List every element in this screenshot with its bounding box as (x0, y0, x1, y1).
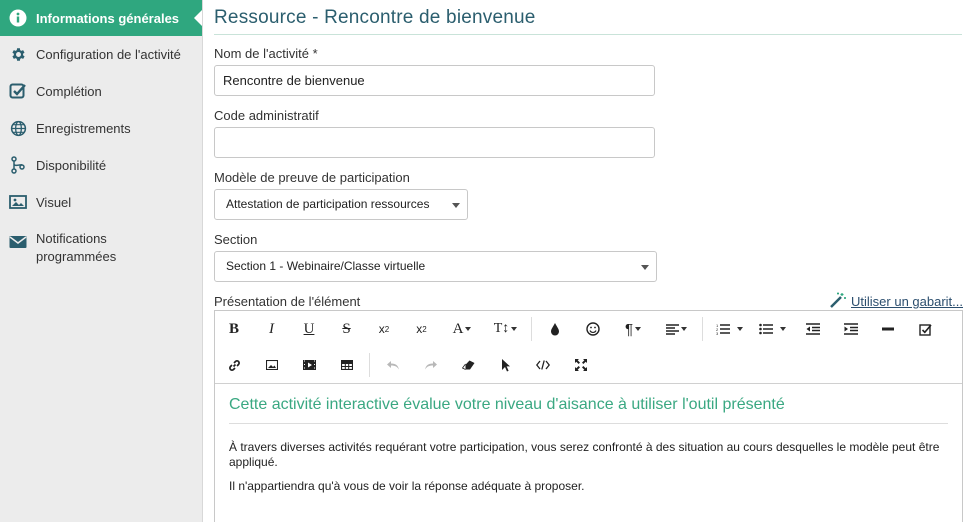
sidebar-item-label: Complétion (36, 84, 102, 99)
fullscreen-icon[interactable] (566, 351, 596, 379)
name-label: Nom de l'activité * (214, 46, 318, 61)
name-input[interactable] (214, 65, 655, 96)
model-label: Modèle de preuve de participation (214, 170, 410, 185)
horizontal-line-icon[interactable] (873, 315, 903, 343)
redo-icon[interactable] (416, 351, 446, 379)
sidebar-item-label: Visuel (36, 195, 72, 210)
sidebar-item-label: Disponibilité (36, 158, 107, 173)
code-input[interactable] (214, 127, 655, 158)
presentation-label: Présentation de l'élément (214, 294, 361, 309)
link-icon[interactable] (219, 351, 249, 379)
magic-wand-icon (829, 292, 847, 312)
underline-button[interactable]: U (303, 320, 315, 337)
font-size-dropdown[interactable]: T↕ (488, 315, 524, 343)
gear-icon (9, 45, 27, 63)
toolbar-separator (369, 353, 370, 377)
clear-formatting-icon[interactable] (453, 351, 483, 379)
main-content (214, 0, 963, 522)
sidebar-item-label: Configuration de l'activité (36, 47, 181, 62)
sidebar (0, 0, 203, 522)
checkbox-icon (9, 82, 27, 100)
outdent-icon[interactable] (798, 315, 828, 343)
section-select[interactable] (214, 251, 657, 282)
bold-button[interactable]: B (228, 320, 239, 337)
align-dropdown[interactable] (659, 315, 695, 343)
toolbar-separator (531, 317, 532, 341)
sidebar-item-informations-generales[interactable] (0, 0, 202, 36)
superscript-button[interactable]: x 2 (416, 322, 427, 336)
sidebar-item-completion[interactable] (0, 73, 202, 110)
svg-text:3: 3 (715, 331, 718, 335)
svg-text:2: 2 (715, 327, 718, 332)
sidebar-item-disponibilite[interactable] (0, 147, 202, 184)
sidebar-item-enregistrements[interactable] (0, 110, 202, 147)
strikethrough-button[interactable]: S (342, 320, 351, 337)
use-template-link[interactable] (829, 293, 963, 310)
toolbar-separator (702, 317, 703, 341)
color-drop-icon[interactable] (540, 315, 570, 343)
indent-icon[interactable] (836, 315, 866, 343)
paragraph-format-dropdown[interactable]: ¶ (615, 315, 651, 343)
code-view-icon[interactable] (528, 351, 558, 379)
sidebar-item-notifications[interactable] (0, 221, 202, 277)
page-title: Ressource - Rencontre de bienvenue (214, 0, 962, 35)
font-color-dropdown[interactable]: A (444, 315, 480, 343)
content-paragraph: À travers diverses activités requérant votre participation, vous serez confronté à des situation au cours desquelles le modèle peut être appliqué. (229, 440, 940, 469)
code-label: Code administratif (214, 108, 319, 123)
undo-icon[interactable] (378, 351, 408, 379)
model-select-value: Attestation de participation ressources (226, 197, 430, 211)
info-icon (9, 9, 27, 27)
rich-text-editor (214, 310, 963, 522)
emoji-icon[interactable] (578, 315, 608, 343)
sidebar-item-visuel[interactable] (0, 184, 202, 221)
content-paragraph: Il n'appartiendra qu'à vous de voir la réponse adéquate à proposer. (229, 479, 585, 493)
sidebar-item-label: Notifications programmées (36, 231, 117, 264)
globe-icon (9, 119, 27, 137)
ordered-list-dropdown[interactable] (711, 315, 747, 343)
section-label: Section (214, 232, 258, 247)
insert-image-icon[interactable] (257, 351, 287, 379)
section-select-value: Section 1 - Webinaire/Classe virtuelle (226, 259, 426, 273)
subscript-button[interactable]: x 2 (378, 322, 390, 336)
image-icon (9, 193, 27, 211)
select-cursor-icon[interactable] (491, 351, 521, 379)
envelope-icon (9, 233, 27, 251)
chevron-down-icon (641, 265, 649, 270)
svg-text:1: 1 (715, 323, 718, 328)
insert-table-icon[interactable] (332, 351, 362, 379)
checklist-icon[interactable] (911, 315, 941, 343)
italic-button[interactable]: I (269, 320, 274, 337)
chevron-down-icon (452, 203, 460, 208)
content-heading: Cette activité interactive évalue votre niveau d'aisance à utiliser l'outil présenté (229, 396, 948, 424)
insert-video-icon[interactable] (294, 351, 324, 379)
sidebar-item-label: Enregistrements (36, 121, 131, 136)
unordered-list-dropdown[interactable] (755, 315, 791, 343)
sidebar-item-configuration[interactable] (0, 36, 202, 73)
model-select[interactable] (214, 189, 468, 220)
editor-content[interactable] (215, 384, 962, 494)
sidebar-item-label: Informations générales (36, 11, 180, 26)
branch-icon (9, 156, 27, 174)
editor-toolbar (215, 311, 962, 384)
use-template-link-label: Utiliser un gabarit... (851, 294, 963, 309)
